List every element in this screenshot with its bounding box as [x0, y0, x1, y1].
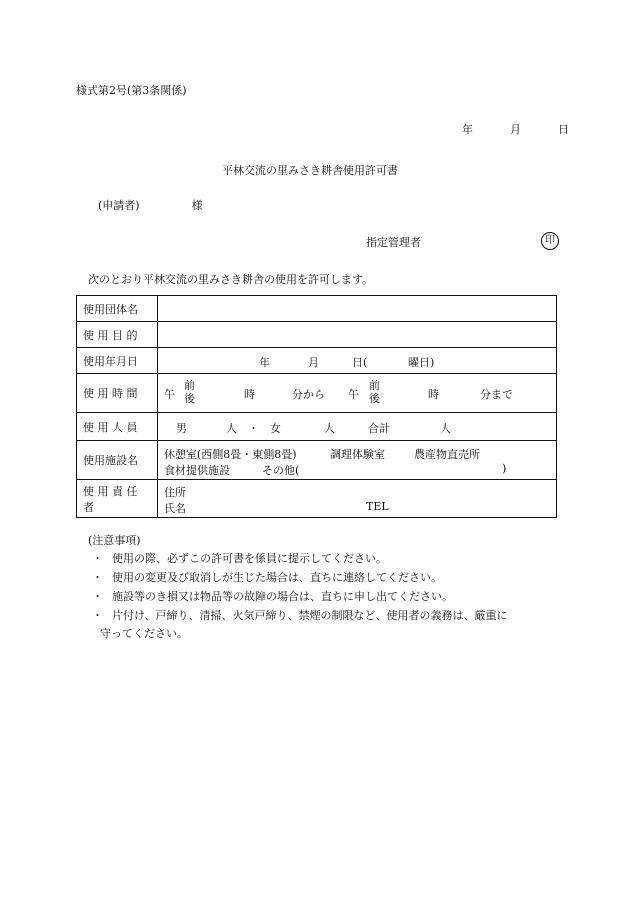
time-start-am: 前 — [184, 379, 195, 392]
table-row — [77, 296, 557, 322]
responsible-field[interactable] — [158, 480, 557, 518]
intro-text: 次のとおり平林交流の里みさき耕舎の使用を許可します。 — [88, 273, 374, 286]
issue-date — [462, 121, 569, 137]
date-month: 月 — [510, 123, 521, 136]
male-unit: 人 — [226, 422, 237, 435]
people-dot: ・ — [248, 422, 259, 435]
table-row — [77, 413, 557, 441]
time-from: 分から — [292, 388, 325, 401]
people-label: 使 用 人 員 — [77, 413, 158, 441]
note-bullet: ・ — [92, 590, 103, 603]
table-row — [77, 480, 557, 518]
responsible-label: 使 用 責 任 者 — [77, 480, 158, 518]
table-row — [77, 374, 557, 413]
facility-other-close: ) — [502, 462, 507, 475]
note-item-continued: 守ってください。 — [100, 627, 188, 640]
purpose-label: 使 用 目 的 — [77, 322, 158, 348]
manager-label: 指定管理者 — [366, 236, 421, 249]
date-day: 日 — [558, 123, 569, 136]
male-label: 男 — [176, 422, 187, 435]
time-label: 使 用 時 間 — [77, 374, 158, 413]
address-label: 住所 — [164, 486, 186, 499]
table-row — [77, 441, 557, 480]
applicant-suffix: 様 — [191, 199, 203, 212]
facility-cooking-room[interactable]: 調理体験室 — [330, 448, 385, 461]
date-label: 使用年月日 — [77, 348, 158, 374]
time-start-ampm — [184, 379, 195, 405]
form-number: 様式第2号(第3条関係) — [76, 84, 187, 97]
date-year-unit: 年 — [259, 356, 270, 369]
note-bullet: ・ — [92, 609, 103, 622]
date-weekday-unit: 曜日) — [408, 356, 435, 369]
date-month-unit: 月 — [308, 356, 319, 369]
time-start-hour: 時 — [244, 388, 255, 401]
seal-mark: 印 — [541, 232, 559, 250]
time-start-go: 午 — [164, 388, 175, 401]
note-item: ・ 使用の変更及び取消しが生じた場合は、直ちに連絡してください。 — [92, 571, 442, 584]
facility-farm-shop[interactable]: 農産物直売所 — [414, 448, 480, 461]
time-until: 分まで — [480, 388, 513, 401]
total-label: 合計 — [368, 422, 390, 435]
total-unit: 人 — [440, 422, 451, 435]
time-end-pm: 後 — [369, 392, 380, 405]
notes-heading: (注意事項) — [88, 534, 141, 547]
note-bullet: ・ — [92, 571, 103, 584]
time-end-go: 午 — [348, 388, 359, 401]
note-bullet: ・ — [92, 552, 103, 565]
group-name-field[interactable] — [158, 296, 557, 322]
facility-food-supply[interactable]: 食材提供施設 — [164, 464, 230, 477]
time-end-am: 前 — [369, 379, 380, 392]
facility-label: 使用施設名 — [77, 441, 158, 480]
permit-table — [76, 295, 557, 518]
note-item: ・ 使用の際、必ずこの許可書を係員に提示してください。 — [92, 552, 387, 565]
time-end-hour: 時 — [428, 388, 439, 401]
applicant-label: (申請者) — [98, 199, 140, 212]
time-end-ampm — [369, 379, 380, 405]
time-start-pm: 後 — [184, 392, 195, 405]
table-row — [77, 348, 557, 374]
group-name-label: 使用団体名 — [77, 296, 158, 322]
people-field[interactable] — [158, 413, 557, 441]
facility-rest-room[interactable]: 休憩室(西側8畳・東側8畳) — [164, 448, 297, 461]
date-year: 年 — [462, 123, 473, 136]
note-item: ・ 施設等のき損又は物品等の故障の場合は、直ちに申し出てください。 — [92, 590, 453, 603]
date-day-unit: 日( — [352, 356, 368, 369]
female-unit: 人 — [324, 422, 335, 435]
facility-field[interactable] — [158, 441, 557, 480]
time-field[interactable] — [158, 374, 557, 413]
purpose-field[interactable] — [158, 322, 557, 348]
facility-other[interactable]: その他( — [262, 464, 300, 477]
table-row — [77, 322, 557, 348]
applicant-line — [98, 197, 203, 213]
note-item: ・ 片付け、戸締り、清掃、火気戸締り、禁煙の制限など、使用者の義務は、厳重に — [92, 609, 508, 622]
female-label: 女 — [270, 422, 281, 435]
name-label: 氏名 — [164, 502, 186, 515]
document-title: 平林交流の里みさき耕舎使用許可書 — [222, 164, 398, 177]
tel-label: TEL — [366, 500, 389, 513]
date-field[interactable] — [158, 348, 557, 374]
